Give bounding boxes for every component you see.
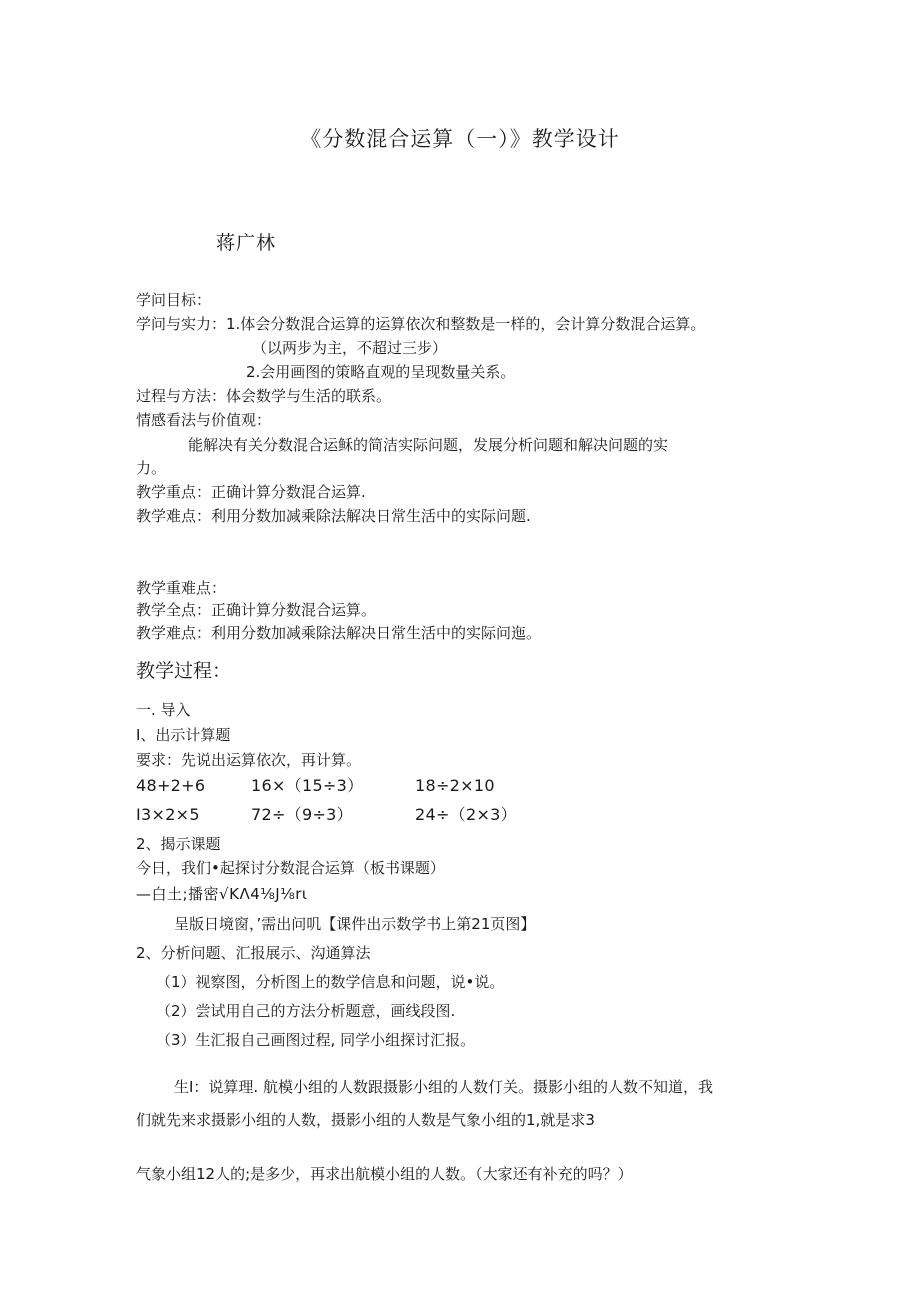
garbled-line: —白土;播密√KΛ4⅛J⅛rι xyxy=(136,885,308,903)
emotion-text-line1: 能解决有关分数混合运稣的简洁实际问题，发展分析问题和解决问题的实 xyxy=(188,436,669,454)
requirement-line: 要求：先说出运算依次，再计算。 xyxy=(136,751,362,769)
item-show-problems: I、出示计算题 xyxy=(136,726,231,744)
student-answer-line2: 们就先来求摄影小组的人数，摄影小组的人数是气象小组的1,就是求3 xyxy=(136,1111,595,1129)
difficult-point-repeat-line: 教学难点：利用分数加减乘除法解决日常生活中的实际问迤。 xyxy=(136,624,542,642)
emotion-text-line2: 力。 xyxy=(136,459,167,477)
item-reveal-topic: 2、揭示课题 xyxy=(136,835,221,853)
key-difficult-heading: 教学重难点： xyxy=(136,579,227,597)
step-observe: （1）视察图，分析图上的数学信息和问题，说•说。 xyxy=(156,973,505,991)
step-try: （2）尝试用自己的方法分析题意，画线段图. xyxy=(156,1002,456,1020)
formula-cell: 48+2+6 xyxy=(136,776,206,795)
formula-cell: 72÷（9÷3） xyxy=(251,805,353,824)
knowledge-note-line: （以两步为主，不超过三步） xyxy=(252,339,448,357)
process-heading: 教学过程： xyxy=(136,660,232,682)
formula-cell: 18÷2×10 xyxy=(415,776,495,795)
process-method-line: 过程与方法：体会数学与生活的联系。 xyxy=(136,387,392,405)
difficult-point-line: 教学难点：利用分数加减乘除法解决日常生活中的实际问题. xyxy=(136,507,531,525)
key-point-line: 教学重点：正确计算分数混合运算. xyxy=(136,483,366,501)
today-line: 今日，我们•起探讨分数混合运算（板书课题） xyxy=(136,859,445,877)
author-name: 蒋广林 xyxy=(216,232,277,254)
section-intro: 一. 导入 xyxy=(136,701,191,719)
step-report: （3）生汇报自己画图过程, 同学小组探讨汇报。 xyxy=(156,1031,476,1049)
student-answer-line3: 气象小组12人的;是多少，再求出航模小组的人数。（大家还有补充的吗？） xyxy=(136,1165,633,1183)
objectives-heading: 学问目标： xyxy=(136,291,212,309)
key-point-repeat-line: 教学全点：正确计算分数混合运算。 xyxy=(136,601,377,619)
show-picture-line: 呈版日境窗，’需出问叽【课件出示数学书上第21页图】 xyxy=(174,915,536,933)
knowledge-item2-line: 2.会用画图的策略直观的呈现数量关系。 xyxy=(246,363,516,381)
emotion-heading: 情感看法与价值观： xyxy=(136,411,272,429)
knowledge-ability-line: 学问与实力：1.体会分数混合运算的运算依次和整数是一样的，会计算分数混合运算。 xyxy=(136,315,706,333)
document-title: 《分数混合运算（一）》教学设计 xyxy=(300,127,620,151)
item-analyze: 2、分析问题、汇报展示、沟通算法 xyxy=(136,944,371,962)
formula-cell: I3×2×5 xyxy=(136,805,200,824)
formula-cell: 16×（15÷3） xyxy=(251,776,364,795)
formula-cell: 24÷（2×3） xyxy=(415,805,517,824)
student-answer-line1: 生I：说算理. 航模小组的人数跟摄影小组的人数仃关。摄影小组的人数不知道，我 xyxy=(174,1078,713,1096)
